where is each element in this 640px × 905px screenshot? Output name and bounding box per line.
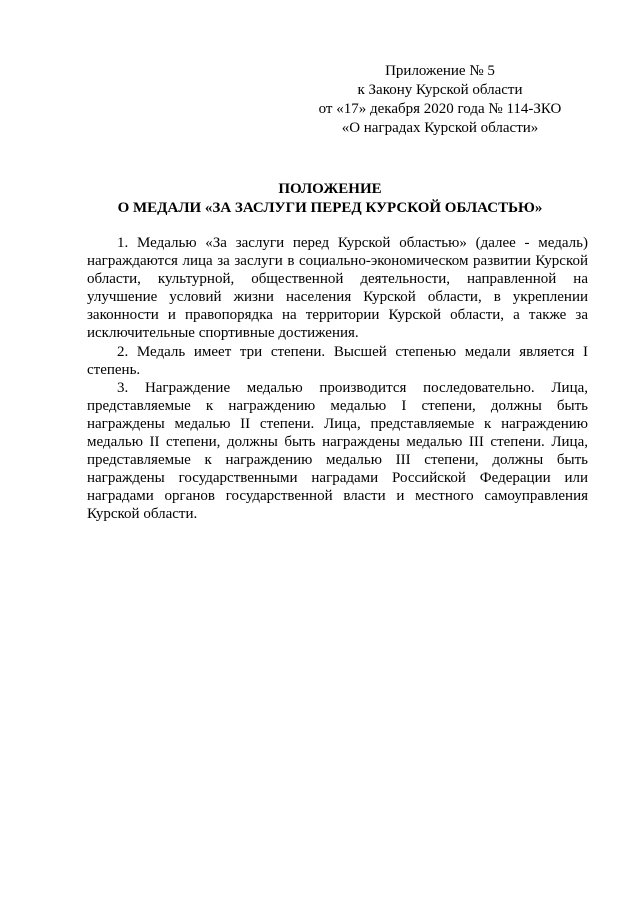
title-heading: ПОЛОЖЕНИЕ — [278, 181, 382, 197]
appendix-number: Приложение № 5 — [385, 63, 495, 79]
paragraph-1: 1. Медалью «За заслуги перед Курской областью» (далее - медаль) награждаются лица за заслуги в социально-экономическом развитии Курской области, культурной, общественной деятельности, направленной на улучшение условий жизни населения Курской области, в укреплении законности и правопорядка на территории Курской области, а также за исключительные спортивные достижения. — [87, 235, 588, 342]
title-subject: О МЕДАЛИ «ЗА ЗАСЛУГИ ПЕРЕД КУРСКОЙ ОБЛАСТЬЮ» — [117, 200, 543, 216]
appendix-law-title: «О наградах Курской области» — [341, 120, 539, 136]
appendix-law-date: от «17» декабря 2020 года № 114-ЗКО — [318, 101, 562, 117]
appendix-law-reference: к Закону Курской области — [357, 82, 523, 98]
paragraph-2: 2. Медаль имеет три степени. Высшей степенью медали является I степень. — [87, 343, 588, 378]
appendix-header — [300, 62, 580, 138]
document-title — [60, 180, 600, 218]
document-body — [87, 234, 588, 524]
paragraph-3: 3. Награждение медалью производится последовательно. Лица, представляемые к награждению медалью I степени, должны быть награждены медалью II степени. Лица, представляемые к награждению медалью II степени, должны быть награждены медалью III степени. Лица, представляемые к награждению медалью III степени, должны быть награждены государственными наградами Российской Федерации или наградами органов государственной власти и местного самоуправления Курской области. — [87, 379, 588, 523]
